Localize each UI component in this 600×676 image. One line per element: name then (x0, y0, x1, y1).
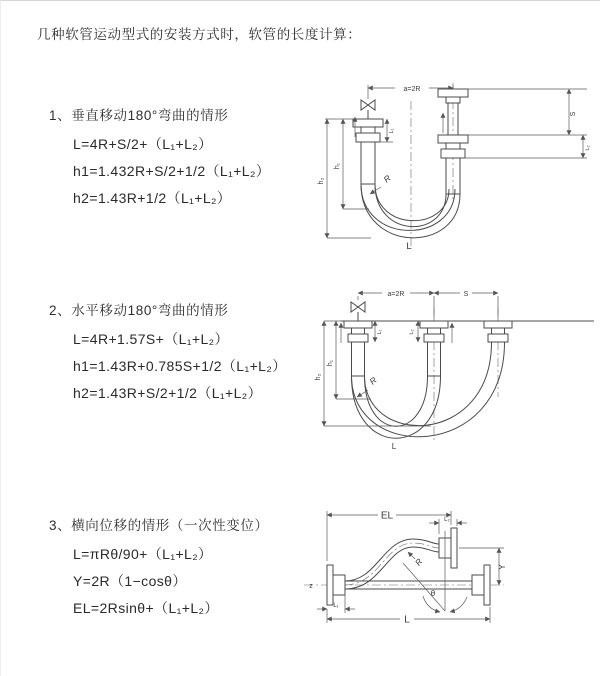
length-label: L (406, 241, 412, 252)
dimension-label-s: S (463, 291, 469, 298)
angle-label: θ (430, 589, 436, 598)
radius-label: R (367, 374, 379, 387)
formula-line: h1=1.43R+0.785S+1/2（L₁+L₂） (73, 358, 287, 374)
formula-line: Y=2R（1−cosθ） (73, 573, 187, 589)
dimension-label-s: S (570, 111, 577, 117)
dimension-h2 (315, 321, 431, 426)
diagram-horizontal-180-bend (311, 281, 600, 461)
axis-mark: z (309, 583, 313, 590)
dimension-l1 (317, 593, 355, 613)
dimension-el (327, 511, 451, 562)
dimension-label-l1: L₁ (333, 603, 339, 609)
right-flange (484, 321, 512, 342)
formula-line: L=πRθ/90+（L₁+L₂） (73, 546, 213, 562)
formula-line: h2=1.43R+1/2（L₁+L₂） (73, 190, 232, 206)
dimension-s (462, 89, 587, 158)
dimension-l2 (409, 321, 418, 342)
u-bend-hose (361, 184, 460, 238)
formula-line: h2=1.43R+S/2+1/2（L₁+L₂） (73, 385, 263, 401)
page-title: 几种软管运动型式的安装方式时，软管的长度计算： (37, 27, 362, 42)
dimension-label-l2: L₂ (444, 517, 450, 523)
dimension-label-l1: L₁ (377, 329, 383, 335)
dimension-label-l1: L₁ (389, 128, 395, 134)
section-1-formulas (73, 131, 319, 212)
section-1-heading: 1、垂直移动180°弯曲的情形 (49, 108, 229, 123)
left-flange (327, 565, 345, 605)
middle-flange (420, 321, 448, 342)
section-2 (49, 299, 319, 407)
dimension-label-h2: h₂ (315, 373, 322, 381)
left-flange (353, 119, 383, 142)
valve-icon (351, 302, 365, 321)
formula-line: h1=1.432R+S/2+1/2（L₁+L₂） (73, 163, 271, 179)
dimension-label-h1: h₁ (334, 162, 341, 170)
dimension-label-y: Y (497, 563, 507, 571)
radius-callout (370, 173, 393, 194)
right-flange-lower (438, 135, 468, 158)
dimension-label-l: L (404, 614, 410, 626)
radius-callout (408, 552, 425, 568)
right-flange (472, 565, 490, 605)
section-3-formulas (73, 541, 319, 622)
section-2-formulas (73, 326, 319, 407)
length-label: L (391, 442, 397, 451)
dimension-l2 (583, 135, 591, 158)
dimension-span (358, 289, 498, 319)
dimension-label-span: a=2R (387, 291, 405, 298)
dimension-l1 (375, 321, 383, 342)
section-3 (49, 514, 319, 622)
left-flange (344, 321, 372, 342)
section-3-heading: 3、横向位移的情形（一次性变位） (49, 518, 269, 533)
dimension-label-l2: L₂ (409, 329, 415, 335)
formula-line: L=4R+1.57S+（L₁+L₂） (73, 331, 229, 347)
formula-line: EL=2Rsinθ+（L₁+L₂） (73, 600, 219, 616)
top-flange (439, 528, 457, 568)
braided-hose-section (361, 142, 375, 184)
diagram-lateral-displacement (299, 501, 599, 661)
radius-label: R (381, 172, 393, 185)
section-1 (49, 104, 319, 212)
valve-icon (361, 100, 375, 119)
dimension-label-l2: L₂ (585, 145, 591, 151)
dimension-l2 (429, 517, 467, 534)
dimension-label-span: a=2R (403, 86, 421, 93)
dimension-l (327, 607, 490, 626)
radius-label: R (412, 556, 425, 568)
dimension-label-h1: h₁ (327, 359, 334, 367)
formula-line: L=4R+S/2+（L₁+L₂） (73, 136, 213, 152)
diagram-vertical-180-bend (311, 69, 600, 269)
braided-hose-section (352, 342, 365, 376)
dimension-label-el: EL (380, 510, 394, 522)
section-2-heading: 2、水平移动180°弯曲的情形 (49, 303, 229, 318)
dimension-label-h2: h₂ (318, 177, 325, 185)
